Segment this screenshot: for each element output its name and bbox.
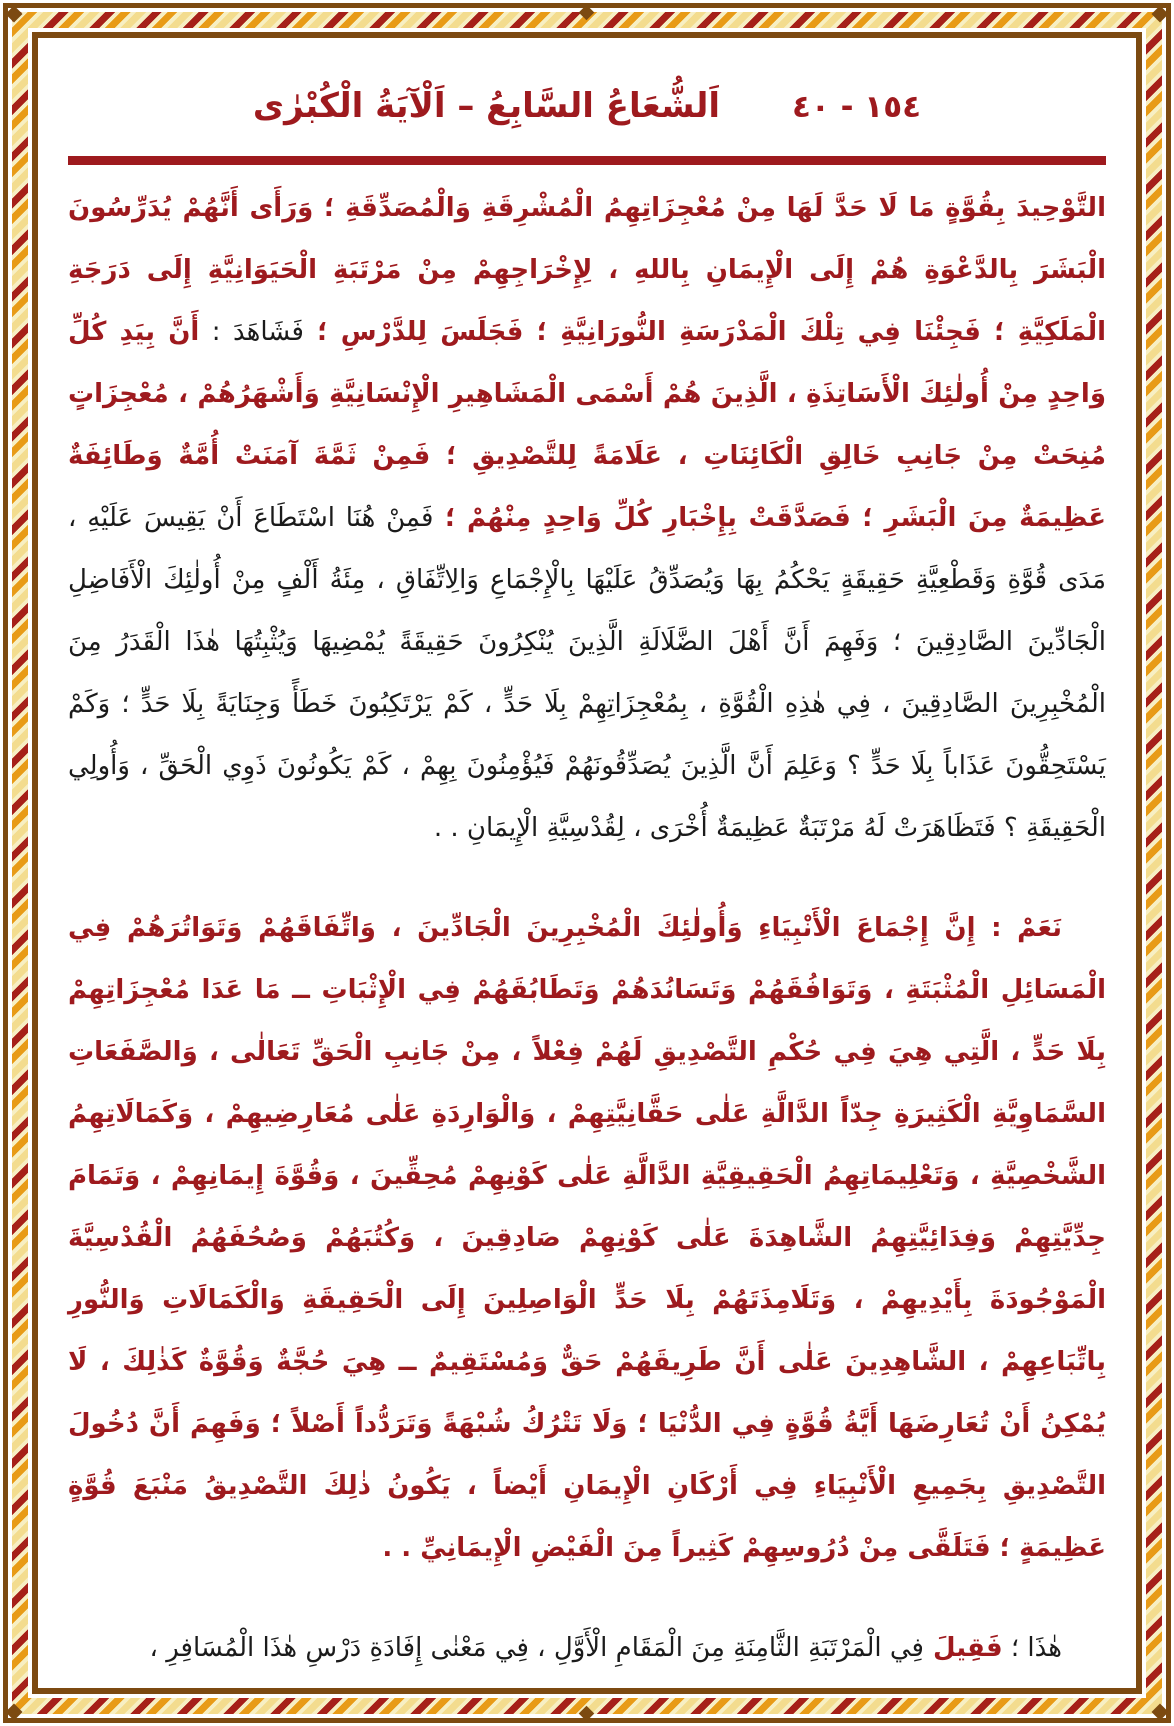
page-number: ١٥٤ - ٤٠ xyxy=(792,89,922,125)
text-segment-black: فِي الْمَرْتَبَةِ الثَّامِنَةِ مِنَ الْمَقَامِ الْأَوَّلِ ، فِي مَعْنٰى إِفَادَةِ دَرْسِ هٰذَا الْمُسَافِرِ ، xyxy=(149,1633,924,1663)
page-title: اَلشُّعَاعُ السَّابِعُ – اَلْآيَةُ الْكُبْرٰى xyxy=(252,86,720,126)
body-paragraph xyxy=(68,897,1106,1579)
text-segment-red: فَقِيلَ xyxy=(924,1633,1003,1663)
text-segment-black: فَمِنْ هُنَا اسْتَطَاعَ أَنْ يَقِيسَ عَلَيْهِ ، مَدَى قُوَّةِ وَقَطْعِيَّةِ حَقِيقَةٍ يَحْكُمُ بِهَا وَيُصَدِّقُ عَلَيْهَا بِالْإِجْمَاعِ وَالِاتِّفَاقِ ، مِئَةُ أَلْفٍ مِنْ أُولٰئِكَ الْأَفَاضِلِ الْجَادِّينَ الصَّادِقِينَ ؛ وَفَهِمَ أَنَّ أَهْلَ الضَّلَالَةِ الَّذِينَ يُنْكِرُونَ حَقِيقَةً يُمْضِيهَا وَيُثْبِتُهَا هٰذَا الْقَدَرُ مِنَ الْمُخْبِرِينَ الصَّادِقِينَ ، فِي هٰذِهِ الْقُوَّةِ ، بِمُعْجِزَاتِهِمْ بِلَا حَدٍّ ، كَمْ يَرْتَكِبُونَ خَطَأً وَجِنَايَةً بِلَا حَدٍّ ؛ وَكَمْ يَسْتَحِقُّونَ عَذَاباً بِلَا حَدٍّ ؟ وَعَلِمَ أَنَّ الَّذِينَ يُصَدِّقُونَهُمْ فَيُؤْمِنُونَ بِهِمْ ، كَمْ يَكُونُونَ ذَوِي الْحَقِّ ، وَأُولِي الْحَقِيقَةِ ؟ فَتَظَاهَرَتْ لَهُ مَرْتَبَةٌ عَظِيمَةٌ أُخْرَى ، لِقُدْسِيَّةِ الْإِيمَانِ . . xyxy=(68,503,1106,843)
border-chain-pattern xyxy=(12,12,1162,1714)
text-segment-black: فَشَاهَدَ : xyxy=(199,317,304,347)
body-paragraph xyxy=(68,1617,1106,1679)
text-segment-red: التَّوْحِيدَ بِقُوَّةٍ مَا لَا حَدَّ لَهَا مِنْ مُعْجِزَاتِهِمُ الْمُشْرِقَةِ وَالْمُصَدِّقَةِ ؛ وَرَأَى أَنَّهُمْ يُدَرِّسُونَ الْبَشَرَ بِالدَّعْوَةِ هُمْ إِلَى الْإِيمَانِ بِاللهِ ، لِإِخْرَاجِهِمْ مِنْ مَرْتَبَةِ الْحَيَوَانِيَّةِ إِلَى دَرَجَةِ الْمَلَكِيَّةِ ؛ فَجِئْنَا فِي تِلْكَ الْمَدْرَسَةِ النُّورَانِيَّةِ ؛ فَجَلَسَ لِلدَّرْسِ ؛ xyxy=(68,193,1106,347)
page-header xyxy=(68,86,1106,126)
body-paragraph xyxy=(68,177,1106,859)
text-segment-red: نَعَمْ : إِنَّ إِجْمَاعَ الْأَنْبِيَاءِ وَأُولٰئِكَ الْمُخْبِرِينَ الْجَادِّينَ ، وَاتِّفَاقَهُمْ وَتَوَاتُرَهُمْ فِي الْمَسَائِلِ الْمُثْبَتَةِ ، وَتَوَافُقَهُمْ وَتَسَانُدَهُمْ وَتَطَابُقَهُمْ فِي الْإِثْبَاتِ ــ مَا عَدَا مُعْجِزَاتِهِمْ بِلَا حَدٍّ ، الَّتِي هِيَ فِي حُكْمِ التَّصْدِيقِ لَهُمْ فِعْلاً ، مِنْ جَانِبِ الْحَقِّ تَعَالٰى ، وَالصَّفَعَاتِ السَّمَاوِيَّةِ الْكَثِيرَةِ جِدّاً الدَّالَّةِ عَلٰى حَقَّانِيَّتِهِمْ ، وَالْوَارِدَةِ عَلٰى مُعَارِضِيهِمْ ، وَكَمَالَاتِهِمُ الشَّخْصِيَّةِ ، وَتَعْلِيمَاتِهِمُ الْحَقِيقِيَّةِ الدَّالَّةِ عَلٰى كَوْنِهِمْ مُحِقِّينَ ، وَقُوَّةَ إِيمَانِهِمْ ، وَتَمَامَ جِدِّيَّتِهِمْ وَفِدَائِيَّتِهِمُ الشَّاهِدَةَ عَلٰى كَوْنِهِمْ صَادِقِينَ ، وَكُتُبَهُمْ وَصُحُفَهُمُ الْقُدْسِيَّةَ الْمَوْجُودَةَ بِأَيْدِيهِمْ ، وَتَلَامِذَتَهُمْ بِلَا حَدٍّ الْوَاصِلِينَ إِلَى الْحَقِيقَةِ وَالْكَمَالَاتِ وَالنُّورِ بِاتِّبَاعِهِمْ ، الشَّاهِدِينَ عَلٰى أَنَّ طَرِيقَهُمْ حَقٌّ وَمُسْتَقِيمٌ ــ هِيَ حُجَّةٌ وَقُوَّةٌ كَذٰلِكَ ، لَا يُمْكِنُ أَنْ تُعَارِضَهَا أَيَّةُ قُوَّةٍ فِي الدُّنْيَا ؛ وَلَا تَتْرُكُ شُبْهَةً وَتَرَدُّداً أَصْلاً ؛ وَفَهِمَ أَنَّ دُخُولَ التَّصْدِيقِ بِجَمِيعِ الْأَنْبِيَاءِ فِي أَرْكَانِ الْإِيمَانِ أَيْضاً ، يَكُونُ ذٰلِكَ التَّصْدِيقُ مَنْبَعَ قُوَّةٍ عَظِيمَةٍ ؛ فَتَلَقَّى مِنْ دُرُوسِهِمْ كَثِيراً مِنَ الْفَيْضِ الْإِيمَانِيِّ . . xyxy=(68,913,1106,1563)
page-content-area xyxy=(32,32,1142,1694)
text-segment-red: أَنَّ بِيَدِ كُلِّ وَاحِدٍ مِنْ أُولٰئِكَ الْأَسَاتِذَةِ ، الَّذِينَ هُمْ أَسْمَى الْمَشَاهِيرِ الْإِنْسَانِيَّةِ وَأَشْهَرُهُمْ ، مُعْجِزَاتٍ مُنِحَتْ مِنْ جَانِبِ خَالِقِ الْكَائِنَاتِ ، عَلَامَةً لِلتَّصْدِيقِ ؛ فَمِنْ ثَمَّةَ آمَنَتْ أُمَّةٌ وَطَائِفَةٌ عَظِيمَةٌ مِنَ الْبَشَرِ ؛ فَصَدَّقَتْ بِإِخْبَارِ كُلِّ وَاحِدٍ مِنْهُمْ ؛ xyxy=(68,317,1106,533)
text-segment-black: هٰذَا ؛ xyxy=(1002,1633,1062,1663)
ornamental-border xyxy=(3,3,1171,1723)
body-text xyxy=(68,177,1106,1679)
header-divider xyxy=(68,156,1106,165)
